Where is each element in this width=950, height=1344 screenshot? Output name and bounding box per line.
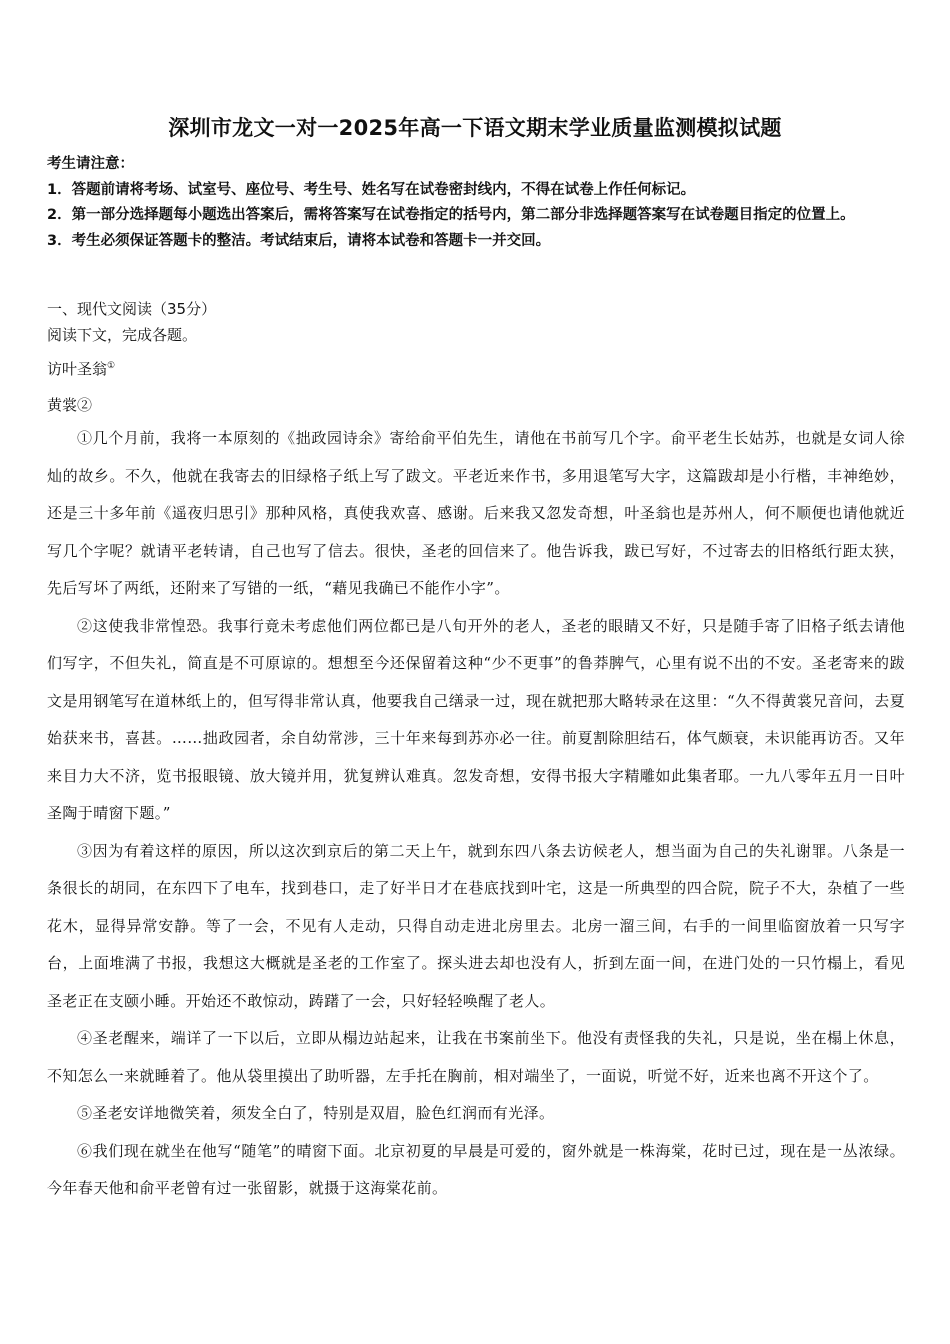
article-paragraph: ⑤圣老安详地微笑着，须发全白了，特别是双眉，脸色红润而有光泽。 [77,1104,555,1122]
notice-heading: 考生请注意： [47,156,134,172]
article-author: 黄裳② [47,396,93,414]
article-paragraph: ③因为有着这样的原因，所以这次到京后的第二天上午，就到东四八条去访候老人，想当面为自己的失礼谢罪。八条是一条很长的胡同，在东四下了电车，找到巷口，走了好半日才在巷底找到叶宅，这是一所典型的四合院，院子不大，杂植了一些花木，显得异常安静。等了一会，不见有人走动，只得自动走进北房里去。北房一溜三间，右手的一间里临窗放着一只写字台，上面堆满了书报，我想这大概就是圣老的工作室了。探头进去却也没有人，折到左面一间，在进门处的一只竹榻上，看见圣老正在支颐小睡。开始还不敢惊动，踌躇了一会，只好轻轻唤醒了老人。 [47,841,905,1010]
section-instruction: 阅读下文，完成各题。 [47,326,198,344]
article-paragraph: ①几个月前，我将一本原刻的《拙政园诗余》寄给俞平伯先生，请他在书前写几个字。俞平老生长姑苏，也就是女词人徐灿的故乡。不久，他就在我寄去的旧绿格子纸上写了跋文。平老近来作书，多用退笔写大字，这篇跋却是小行楷，丰神绝妙，还是三十多年前《遥夜归思引》那种风格，真使我欢喜、感谢。后来我又忽发奇想，叶圣翁也是苏州人，何不顺便也请他就近写几个字呢？就请平老转请，自己也写了信去。很快，圣老的回信来了。他告诉我，跋已写好，不过寄去的旧格纸行距太狭，先后写坏了两纸，还附来了写错的一纸，“藉见我确已不能作小字”。 [47,429,905,597]
article-title-text: 访叶圣翁 [47,360,108,378]
article-title [47,358,115,379]
article-title-note: ① [107,361,116,371]
notice-item: 2．第一部分选择题每小题选出答案后，需将答案写在试卷指定的括号内，第二部分非选择题答案写在试卷题目指定的位置上。 [47,207,855,223]
candidate-notice [47,152,907,254]
notice-item: 1．答题前请将考场、试室号、座位号、考生号、姓名写在试卷密封线内，不得在试卷上作任何标记。 [47,181,696,198]
page-title: 深圳市龙文一对一2025年高一下语文期末学业质量监测模拟试题 [168,116,782,140]
article-paragraph: ②这使我非常惶恐。我事行竟未考虑他们两位都已是八旬开外的老人，圣老的眼睛又不好，只是随手寄了旧格子纸去请他们写字，不但失礼，简直是不可原谅的。想想至今还保留着这种“少不更事”的鲁莽脾气，心里有说不出的不安。圣老寄来的跋文是用钢笔写在道林纸上的，但写得非常认真，他要我自己缮录一过，现在就把那大略转录在这里：“久不得黄裳兄音问，去夏始获来书，喜甚。……拙政园者，余自幼常涉，三十年来每到苏亦必一往。前夏割除胆结石，体气颇衰，未识能再访否。又年来目力大不济，览书报眼镜、放大镜并用，犹复辨认难真。忽发奇想，安得书报大字精雕如此集者耶。一九八零年五月一日叶圣陶于晴窗下题。” [47,616,905,822]
article-paragraph: ④圣老醒来，端详了一下以后，立即从榻边站起来，让我在书案前坐下。他没有责怪我的失礼，只是说，坐在榻上休息，不知怎么一来就睡着了。他从袋里摸出了助听器，左手托在胸前，相对端坐了，一面说，听觉不好，近来也离不开这个了。 [47,1029,905,1085]
section-heading: 一、现代文阅读（35分） [47,300,217,318]
article-body [47,420,905,1208]
article-paragraph: ⑥我们现在就坐在他写“随笔”的晴窗下面。北京初夏的早晨是可爱的，窗外就是一株海棠，花时已过，现在是一丛浓绿。今年春天他和俞平老曾有过一张留影，就摄于这海棠花前。 [47,1141,905,1197]
notice-item: 3．考生必须保证答题卡的整洁。考试结束后，请将本试卷和答题卡一并交回。 [47,232,551,249]
